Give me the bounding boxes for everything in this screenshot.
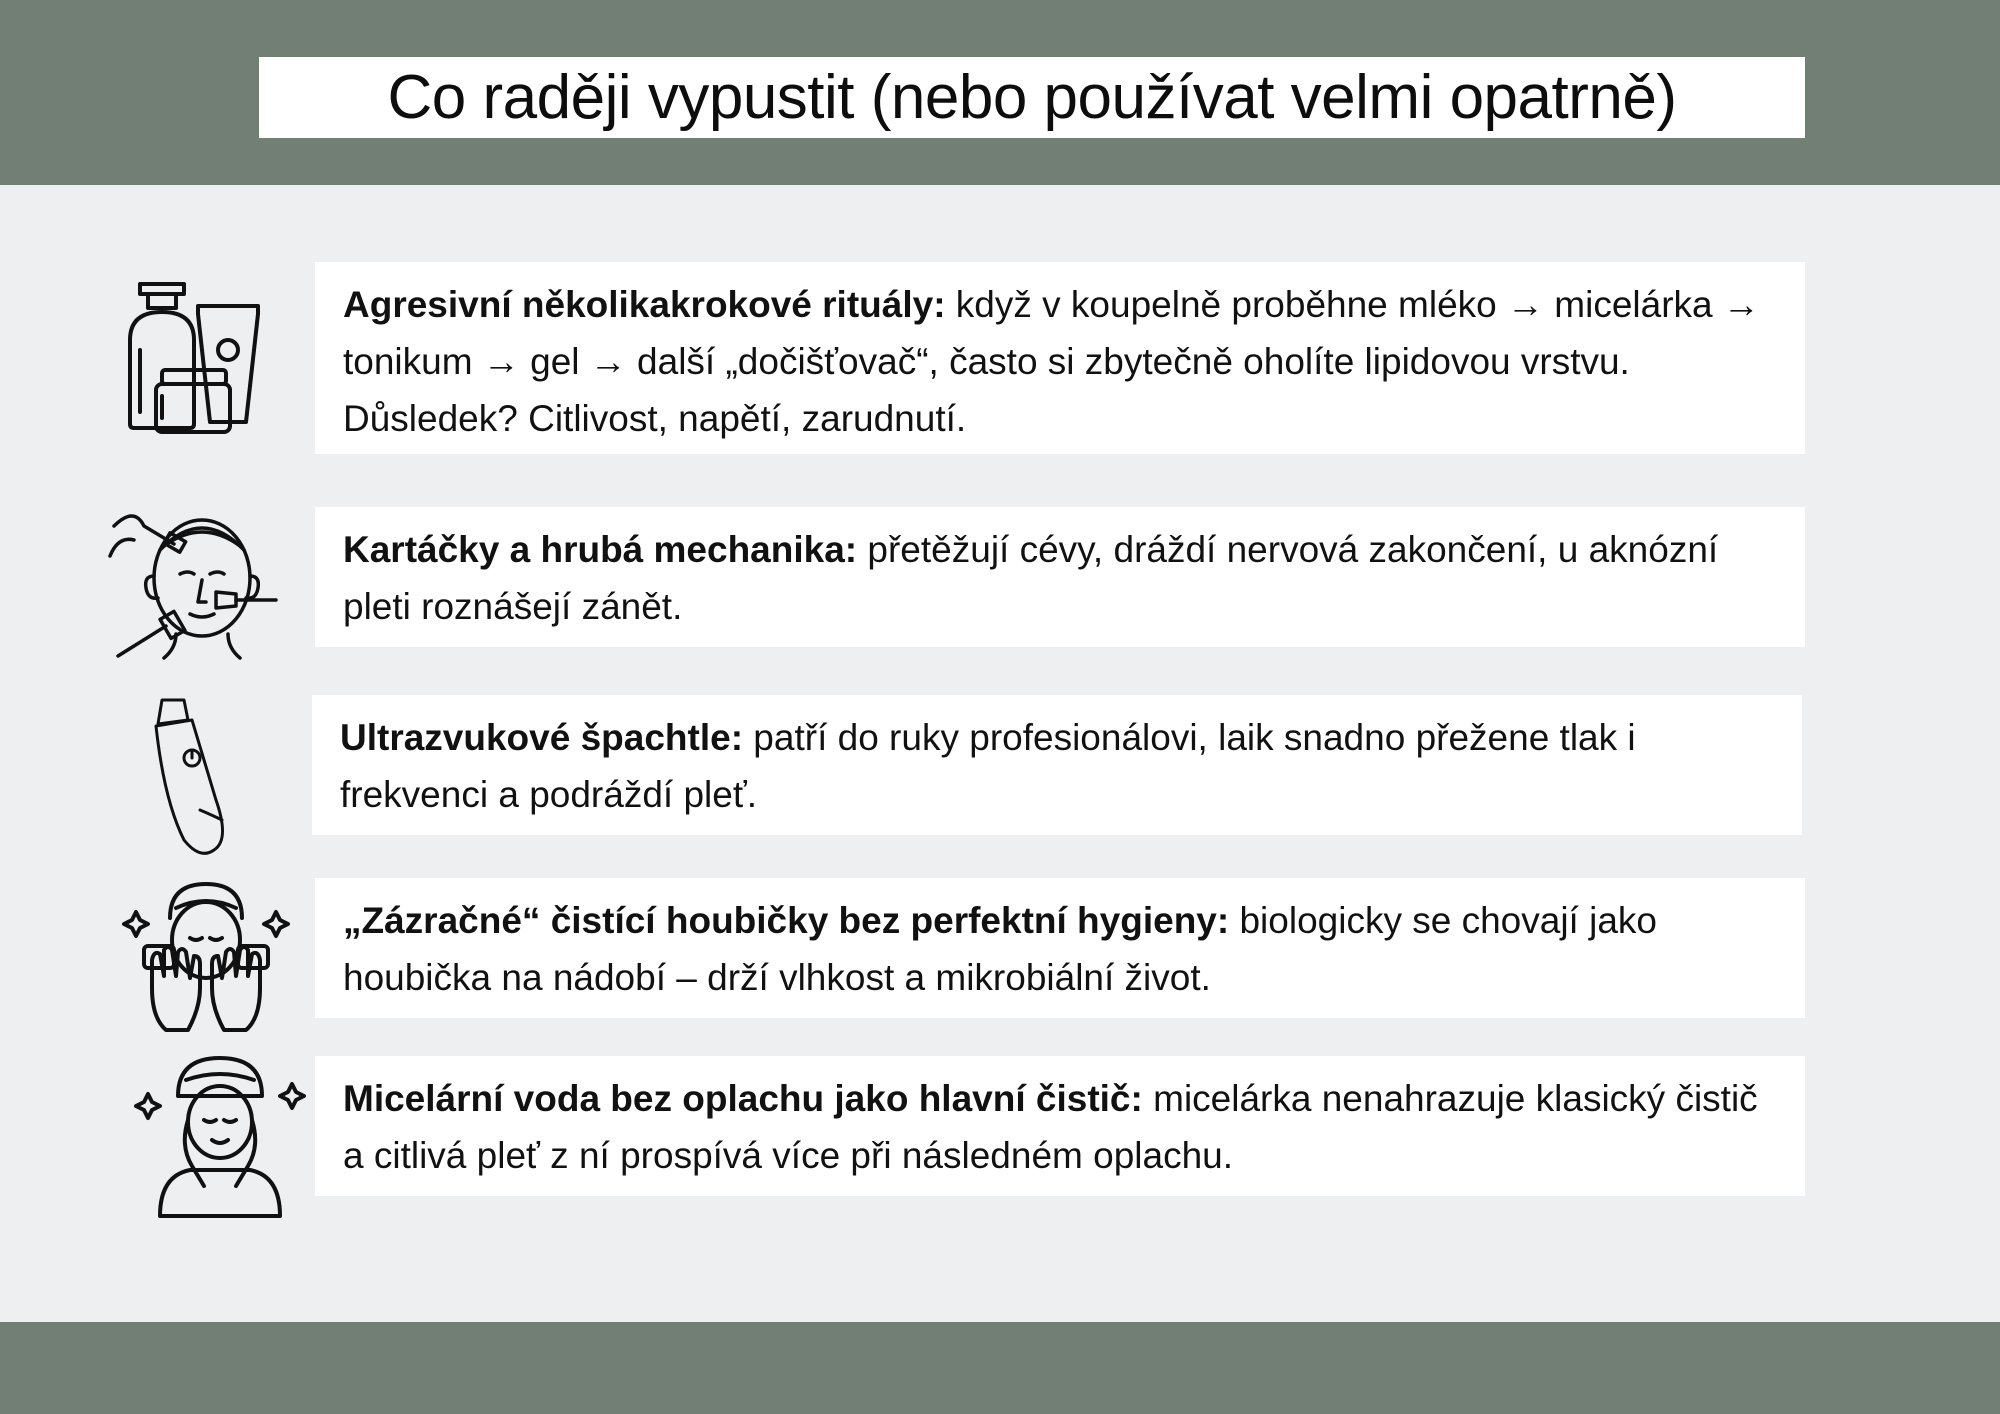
bottom-band bbox=[0, 1322, 2000, 1414]
face-brush-icon bbox=[104, 496, 284, 676]
card-text: patří do ruky profesionálovi, laik snadno přežene tlak i frekvenci a podráždí pleť. bbox=[340, 717, 1636, 815]
info-card bbox=[315, 1056, 1805, 1196]
woman-towel-sparkles-icon bbox=[130, 1046, 310, 1226]
cosmetic-bottles-icon bbox=[118, 272, 298, 452]
card-text: micelárka nenahrazuje klasický čistič a citlivá pleť z ní prospívá více při následném oplachu. bbox=[343, 1078, 1758, 1176]
card-text: přetěžují cévy, dráždí nervová zakončení, u aknózní pleti roznášejí zánět. bbox=[343, 529, 1719, 627]
card-lead: Agresivní několikakrokové rituály: bbox=[343, 284, 946, 325]
face-sponges-icon bbox=[116, 868, 296, 1048]
info-card bbox=[315, 262, 1805, 454]
card-lead: „Zázračné“ čistící houbičky bez perfektní hygieny: bbox=[343, 900, 1230, 941]
card-lead: Ultrazvukové špachtle: bbox=[340, 717, 744, 758]
card-lead: Micelární voda bez oplachu jako hlavní čistič: bbox=[343, 1078, 1143, 1119]
info-card bbox=[315, 507, 1805, 647]
info-card bbox=[315, 878, 1805, 1018]
info-card bbox=[312, 695, 1802, 835]
card-text: když v koupelně proběhne mléko → micelárka → tonikum → gel → další „dočišťovač“, často si zbytečně oholíte lipidovou vrstvu. Důsledek? Citlivost, napětí, zarudnutí. bbox=[343, 284, 1760, 439]
title-box bbox=[259, 57, 1805, 138]
page-title: Co raději vypustit (nebo používat velmi opatrně) bbox=[387, 63, 1677, 132]
card-lead: Kartáčky a hrubá mechanika: bbox=[343, 529, 858, 570]
ultrasonic-spatula-icon bbox=[104, 690, 284, 870]
card-text: biologicky se chovají jako houbička na nádobí – drží vlhkost a mikrobiální život. bbox=[343, 900, 1657, 998]
